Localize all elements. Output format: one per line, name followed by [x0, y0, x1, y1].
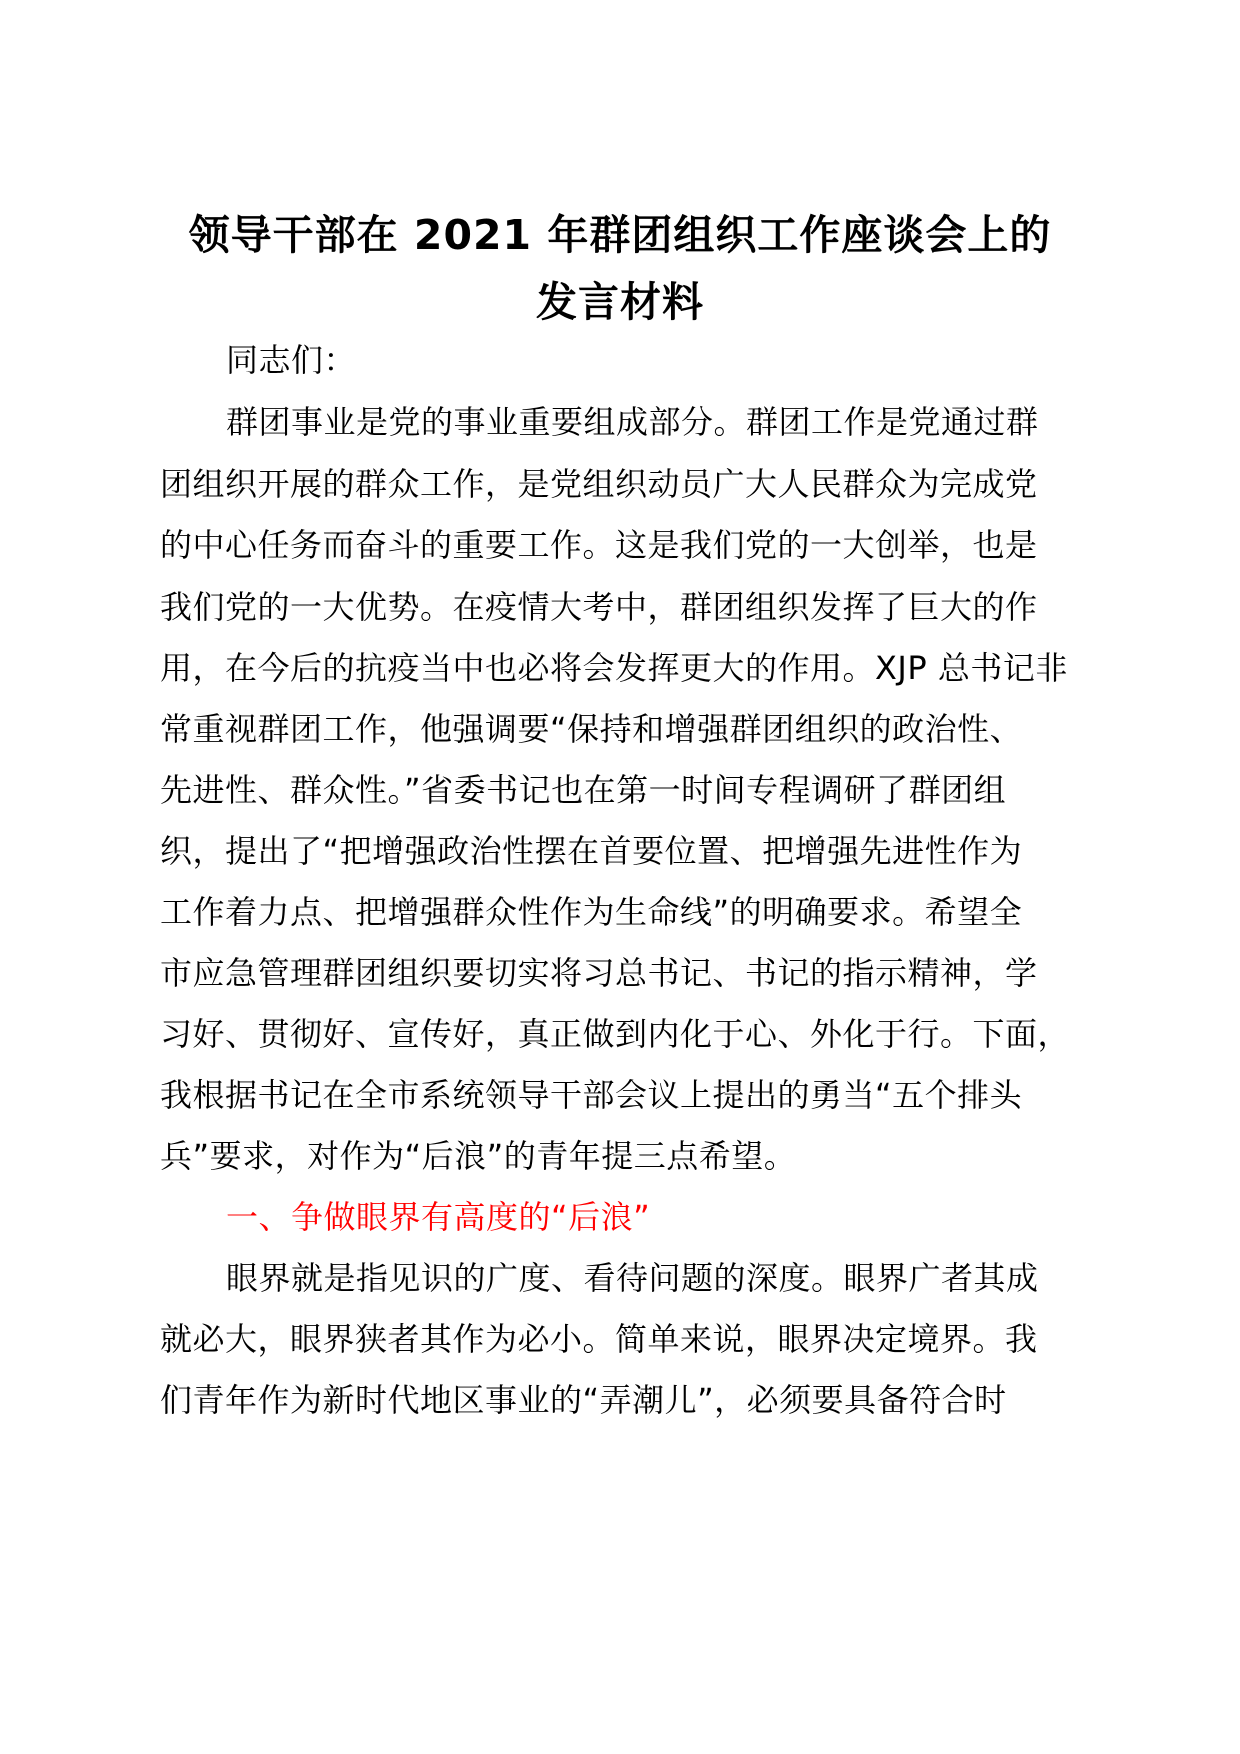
paragraph-2-line-1: 眼界就是指见识的广度、看待问题的深度。眼界广者其成	[226, 1259, 1039, 1297]
paragraph-1-line-5: 用，在今后的抗疫当中也必将会发挥更大的作用。XJP 总书记非	[160, 649, 1068, 687]
paragraph-1-line-8: 织，提出了“把增强政治性摆在首要位置、把增强先进性作为	[160, 832, 1023, 870]
paragraph-1-line-12: 我根据书记在全市系统领导干部会议上提出的勇当“五个排头	[160, 1076, 1023, 1114]
paragraph-1-line-13: 兵”要求，对作为“后浪”的青年提三点希望。	[160, 1137, 797, 1175]
paragraph-1-line-2: 团组织开展的群众工作，是党组织动员广大人民群众为完成党	[160, 465, 1038, 503]
salutation: 同志们：	[226, 341, 357, 379]
paragraph-1-line-3: 的中心任务而奋斗的重要工作。这是我们党的一大创举，也是	[160, 526, 1038, 564]
section-heading-1: 一、争做眼界有高度的“后浪”	[226, 1198, 651, 1236]
paragraph-1-line-1: 群团事业是党的事业重要组成部分。群团工作是党通过群	[226, 403, 1039, 441]
paragraph-1-line-7: 先进性、群众性。”省委书记也在第一时间专程调研了群团组	[160, 771, 1007, 809]
document-title-line-1: 领导干部在 2021 年群团组织工作座谈会上的	[188, 211, 1052, 259]
paragraph-1-line-10: 市应急管理群团组织要切实将习总书记、书记的指示精神，学	[160, 954, 1038, 992]
paragraph-1-line-6: 常重视群团工作，他强调要“保持和增强群团组织的政治性、	[160, 710, 1023, 748]
paragraph-2-line-2: 就必大，眼界狭者其作为必小。简单来说，眼界决定境界。我	[160, 1320, 1038, 1358]
paragraph-1-line-11: 习好、贯彻好、宣传好，真正做到内化于心、外化于行。下面，	[160, 1015, 1071, 1053]
paragraph-1-line-4: 我们党的一大优势。在疫情大考中，群团组织发挥了巨大的作	[160, 588, 1038, 626]
document-title-line-2: 发言材料	[536, 278, 704, 326]
paragraph-2-line-3: 们青年作为新时代地区事业的“弄潮儿”，必须要具备符合时	[160, 1381, 1007, 1419]
paragraph-1-line-9: 工作着力点、把增强群众性作为生命线”的明确要求。希望全	[160, 893, 1023, 931]
